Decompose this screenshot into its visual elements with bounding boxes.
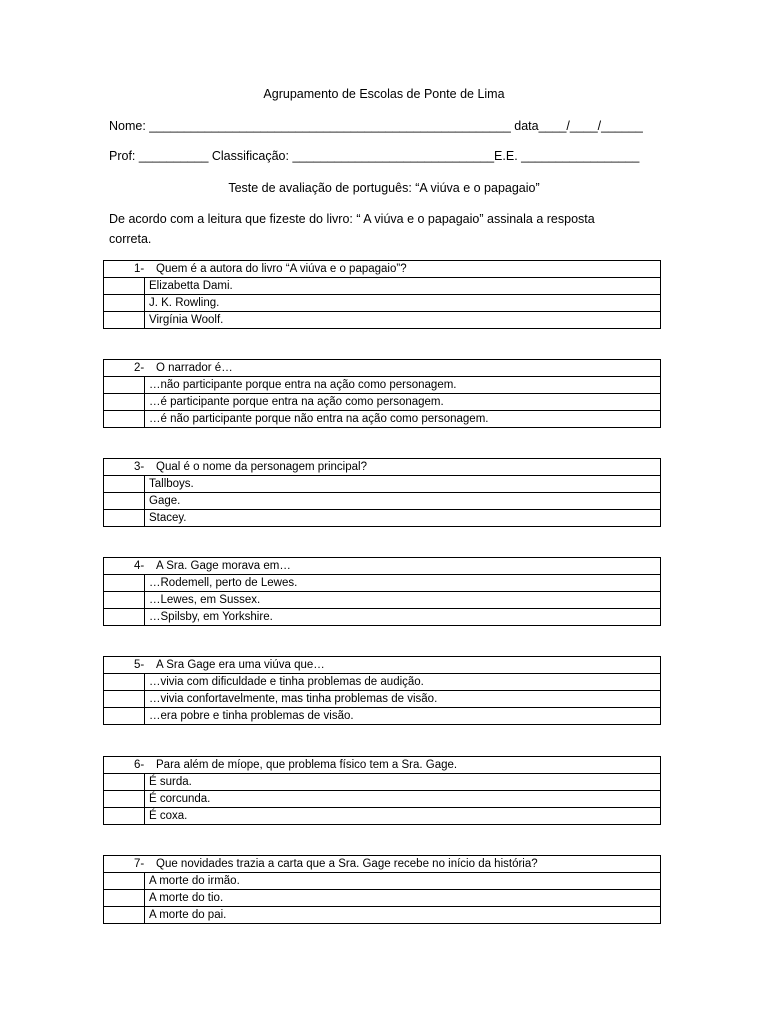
question-4-table [103,557,661,626]
question-text: Quem é a autora do livro “A viúva e o papagaio”? [156,263,407,275]
question-number: 2- [134,362,145,374]
question-3-heading [104,459,661,476]
answer-option: …Spilsby, em Yorkshire. [145,609,661,626]
answer-checkbox[interactable] [104,377,145,394]
answer-option: É coxa. [145,808,661,825]
question-2-heading [104,360,661,377]
answer-option: …é participante porque entra na ação como personagem. [145,394,661,411]
answer-checkbox[interactable] [104,791,145,808]
answer-checkbox[interactable] [104,691,145,708]
answer-checkbox[interactable] [104,295,145,312]
answer-option: A morte do tio. [145,890,661,907]
question-1-table [103,260,661,329]
answer-option: …Rodemell, perto de Lewes. [145,575,661,592]
answer-option: …não participante porque entra na ação como personagem. [145,377,661,394]
instructions: De acordo com a leitura que fizeste do livro: “ A viúva e o papagaio” assinala a resposta correta. [109,212,595,246]
answer-option: É surda. [145,774,661,791]
answer-option: Gage. [145,493,661,510]
answer-checkbox[interactable] [104,873,145,890]
test-title: Teste de avaliação de português: “A viúva e o papagaio” [228,181,540,195]
answer-checkbox[interactable] [104,774,145,791]
answer-option: É corcunda. [145,791,661,808]
answer-checkbox[interactable] [104,493,145,510]
name-date-line: Nome: ____________________________________________________ data____/____/______ [109,119,643,133]
school-name: Agrupamento de Escolas de Ponte de Lima [263,87,505,101]
answer-checkbox[interactable] [104,907,145,924]
answer-checkbox[interactable] [104,411,145,428]
question-number: 3- [134,461,145,473]
question-5-table [103,656,661,725]
answer-option: Tallboys. [145,476,661,493]
question-text: A Sra Gage era uma viúva que… [156,659,325,671]
question-number: 1- [134,263,145,275]
answer-checkbox[interactable] [104,808,145,825]
answer-option: …vivia confortavelmente, mas tinha problemas de visão. [145,691,661,708]
question-text: A Sra. Gage morava em… [156,560,291,572]
answer-checkbox[interactable] [104,312,145,329]
question-3-table [103,458,661,527]
answer-checkbox[interactable] [104,575,145,592]
answer-option: …era pobre e tinha problemas de visão. [145,708,661,725]
question-text: Para além de míope, que problema físico tem a Sra. Gage. [156,759,458,771]
question-7-table [103,855,661,924]
question-2-table [103,359,661,428]
answer-checkbox[interactable] [104,476,145,493]
answer-option: …é não participante porque não entra na ação como personagem. [145,411,661,428]
answer-checkbox[interactable] [104,890,145,907]
answer-checkbox[interactable] [104,510,145,527]
prof-classification-line: Prof: __________ Classificação: _____________________________E.E. _________________ [109,149,640,163]
question-text: Qual é o nome da personagem principal? [156,461,367,473]
answer-option: Elizabetta Dami. [145,278,661,295]
answer-option: A morte do pai. [145,907,661,924]
answer-checkbox[interactable] [104,609,145,626]
question-text: O narrador é… [156,362,233,374]
answer-checkbox[interactable] [104,592,145,609]
question-number: 5- [134,659,145,671]
question-number: 4- [134,560,145,572]
answer-option: Stacey. [145,510,661,527]
question-5-heading [104,657,661,674]
answer-option: J. K. Rowling. [145,295,661,312]
answer-option: A morte do irmão. [145,873,661,890]
question-6-table [103,756,661,825]
answer-option: Virgínia Woolf. [145,312,661,329]
question-4-heading [104,558,661,575]
answer-option: …vivia com dificuldade e tinha problemas de audição. [145,674,661,691]
answer-checkbox[interactable] [104,674,145,691]
question-1-heading [104,261,661,278]
question-7-heading [104,856,661,873]
answer-checkbox[interactable] [104,278,145,295]
answer-checkbox[interactable] [104,394,145,411]
answer-option: …Lewes, em Sussex. [145,592,661,609]
question-number: 6- [134,759,145,771]
question-number: 7- [134,858,145,870]
answer-checkbox[interactable] [104,708,145,725]
question-text: Que novidades trazia a carta que a Sra. Gage recebe no início da história? [156,858,538,870]
question-6-heading [104,757,661,774]
